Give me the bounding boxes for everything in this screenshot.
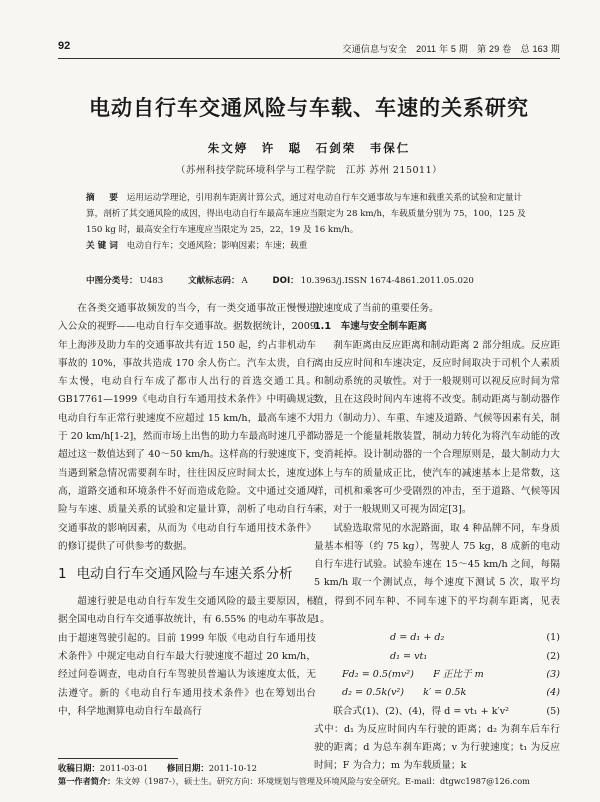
body-column-left (58, 300, 316, 721)
journal-header: 交通信息与安全 2011 年 5 期 第 29 卷 总 163 期 (342, 44, 560, 54)
equation-1: d = d₁ + d₂ (1) (390, 632, 560, 644)
author-list: 朱文婷 许 聪 石剑荣 韦保仁 (207, 141, 411, 155)
author-bio-text: 朱文婷（1987-），硕士生。研究方向：环境规划与管理及环境风险与安全研究。E-mail：dtgwc1987@126.com (115, 776, 530, 786)
header-divider (58, 58, 560, 59)
braking-paragraph: 刹车距离由反应距离和制动距离 2 部分组成。反应距离由反应时间和车速决定，反应时间取决于司机个人素质和制动系统的灵敏性。对于一般规则可以视反应时间为常数，且在这段时间内车速将不改变。制动距离与制动器作用力（制动力）、车重、车速及道路、气候等因素有关，制动器是一个能量耗散装置，制动力转化为将汽车动能的改变消耗掉。设计制动器的一个合理原则是，最大制动力大体上与车的质量成正比，使汽车的减速基本上是常数，这样，司机和乘客可少受剧烈的冲击，至于道路、气候等因素，对于一般规则又可视为固定[3]。 (314, 339, 560, 516)
section-1-heading (58, 564, 316, 585)
received-dates (58, 762, 273, 774)
author-bio (58, 776, 560, 787)
page-number: 92 (58, 40, 71, 52)
doi: DOI： 10.3963/j.ISSN 1674-4861.2011.05.020 (272, 276, 474, 286)
affiliation: （苏州科技学院环境科学与工程学院 江苏 苏州 215011） (175, 165, 443, 176)
symbol-definitions: 式中：d₁ 为反应时间内车行驶的距离；d₂ 为刹车后车行驶的距离；d 为总车刹车距离；v 为行驶速度；t₁ 为反应时间；F 为合力；m 为车载质量；k (314, 723, 560, 772)
revised-date: 修回日期：2011-10-12 (166, 763, 258, 773)
footnote-divider (58, 758, 178, 759)
keywords-text: 电动自行车；交通风险；影响因素；车速；载重 (126, 241, 308, 251)
paper-title: 电动自行车交通风险与车载、车速的关系研究 (89, 96, 529, 120)
clc-number: 中图分类号： U483 (86, 276, 164, 286)
document-code: 文献标志码： A (187, 276, 248, 286)
equation-5: 联合式(1)、(2)、(4)，得 d = vt₁ + k′v² (5) (333, 705, 560, 717)
equation-3: Fd₂ = 0.5(mv²) F 正比于 m (3) (342, 668, 560, 680)
equation-4: d₂ = 0.5k(v²) k′ = 0.5k (4) (342, 687, 560, 699)
section-1-title: 电动自行车交通风险与车速关系分析 (76, 566, 293, 583)
body-column-right (314, 300, 560, 776)
continued-paragraph: 驶速度成了当前的重要任务。 (314, 303, 439, 314)
author-bio-label: 第一作者简介： (58, 776, 116, 786)
abstract-block (86, 190, 534, 254)
intro-paragraph: 在各类交通事故频发的当今，有一类交通事故正慢慢进入公众的视野——电动自行车交通事故。据数据统计，2009 年上海涉及助力车的交通事故共有近 150 起，约占非机动车事故的 10%，事故共造成 170 余人伤亡。汽车太贵，自行车太慢，电动自行车成了都市人出行的首选交通工具。GB17761—1999《电动自行车通用技术条件》中明确规定电动自行车正常行驶速度不应超过 15 km/h，最高车速不大于 20 km/h[1-2]，然而市场上出售的助力车最高时速几乎都超过这一数值达到了 40～50 km/h。这样高的行驶速度下，当遇到紧急情况需要刹车时，往往因反应时间太长，速度过高，道路交通和环境条件不好而造成危险。文中通过交通风险与车速、质量关系的试验和定量计算，剖析了电动自行车交通事故的影响因素，从而为《电动自行车通用技术条件》的修订提供了可供参考的数据。 (58, 303, 316, 552)
received-date: 收稿日期：2011-03-01 (58, 763, 149, 773)
experiment-paragraph: 试验选取常见的水泥路面，取 4 种品牌不同，车身质量基本相等（约 75 kg），驾驶人 75 kg，8 成新的电动自行车进行试验。试验车速在 15～45 km/h 之间，每隔 5 km/h 取一个测试点，每个速度下测试 5 次，取平均值，得到不同车种、不同车速下的平均刹车距离，见表 1。 (314, 522, 560, 626)
abstract (86, 190, 534, 238)
abstract-label: 摘 要 (86, 193, 121, 203)
abstract-text: 运用运动学理论，引用刹车距离计算公式，通过对电动自行车交通事故与车速和载重关系的试验和定量计算，剖析了其交通风险的成因，得出电动自行车最高车速应当限定为 28 km/h，车载质量分别为 75，100，125 及 150 kg 时，最高安全行车速度应当限定为 25，22，19 及 16 km/h。 (86, 193, 526, 235)
section-1-paragraph: 超速行驶是电动自行车发生交通风险的最主要原因，根据全国电动自行车交通事故统计，有 6.55% 的电动车事故是由于超速驾驶引起的。目前 1999 年版《电动自行车通用技术条件》中规定电动自行车最大行驶速度不超过 20 km/h，经过问卷调查，电动自行车驾驶员普遍认为该速度太低，无法遵守。新的《电动自行车通用技术条件》也在筹划出台中，科学地测算电动自行车最高行 (58, 596, 316, 717)
section-1-number: 1 (58, 566, 67, 583)
subsection-1-1-heading: 1.1 车速与安全制车距离 (314, 321, 427, 333)
equation-2: d₁ = vt₁ (2) (390, 650, 560, 662)
keywords-label: 关键词 (86, 241, 121, 251)
keywords (86, 238, 534, 254)
classification-line (86, 274, 534, 286)
